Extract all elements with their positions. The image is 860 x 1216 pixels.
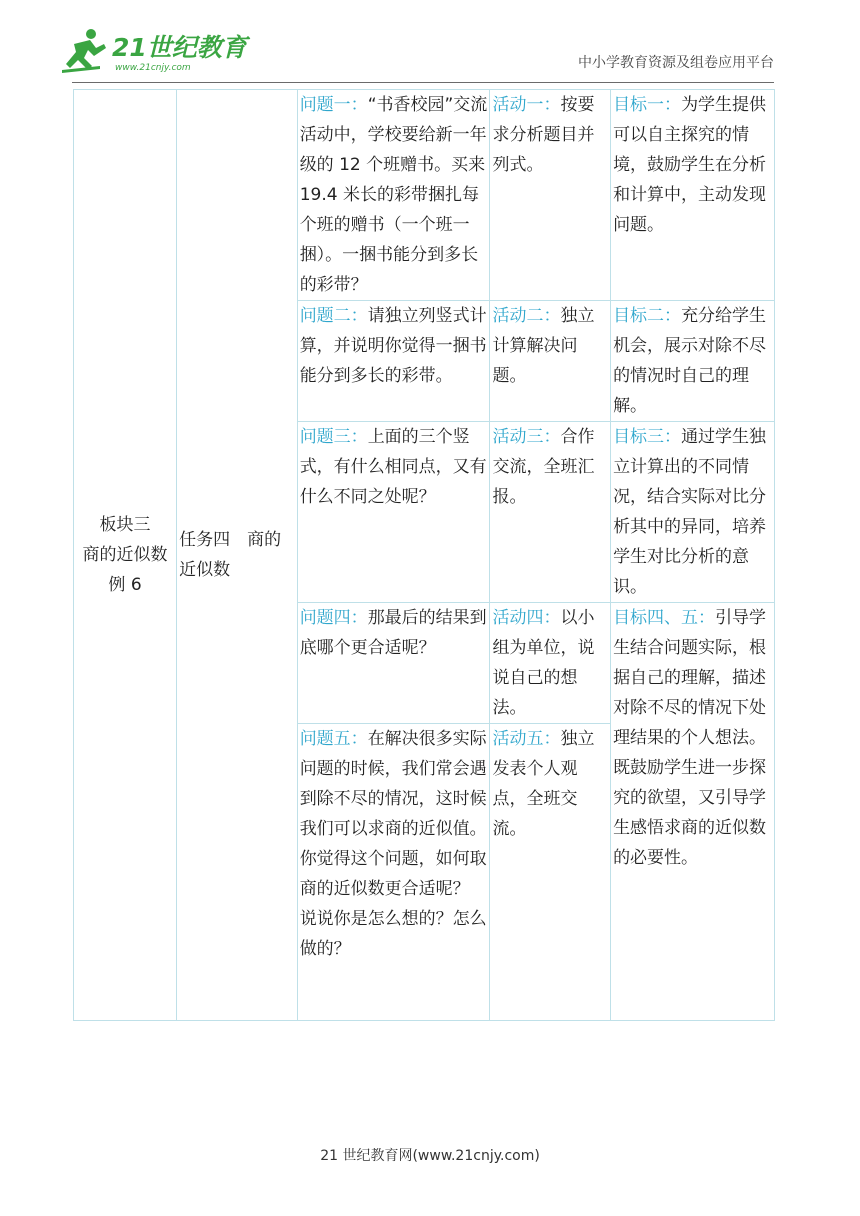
question-cell — [297, 90, 490, 301]
lesson-plan-table — [73, 89, 775, 1021]
goal-cell — [611, 90, 775, 301]
page-header — [0, 0, 860, 88]
question-label: 问题四： — [299, 608, 368, 628]
task-cell — [177, 90, 298, 1021]
module-line: 板块三 — [99, 515, 151, 535]
logo-text: 21世纪教育 — [112, 33, 247, 62]
question-text: 请独立列竖式计算，并说明你觉得一捆书能分到多长的彩带。 — [299, 306, 487, 386]
activity-label: 活动一： — [492, 95, 561, 115]
task-line: 近似数 — [179, 560, 231, 580]
activity-text: 独立发表个人观点，全班交流。 — [492, 729, 595, 839]
activity-label: 活动五： — [492, 729, 561, 749]
goal-label: 目标三： — [613, 427, 682, 447]
activity-text: 按要求分析题目并列式。 — [492, 95, 595, 175]
question-label: 问题五： — [299, 729, 368, 749]
module-cell — [74, 90, 177, 1021]
module-line: 商的近似数 — [82, 545, 168, 565]
question-label: 问题三： — [299, 427, 368, 447]
activity-cell — [490, 724, 611, 1021]
question-text-extra: 说说你是怎么想的？怎么做的？ — [299, 909, 487, 959]
activity-text: 以小组为单位，说说自己的想法。 — [492, 608, 595, 718]
goal-label: 目标四、五： — [613, 608, 716, 628]
question-text: 上面的三个竖式，有什么相同点，又有什么不同之处呢？ — [299, 427, 487, 507]
goal-text: 通过学生独立计算出的不同情况，结合实际对比分析其中的异同，培养学生对比分析的意识。 — [613, 427, 767, 597]
module-line: 例 6 — [108, 575, 142, 595]
logo-url: www.21cnjy.com — [115, 63, 191, 73]
activity-cell — [490, 422, 611, 603]
question-text-extra: 你觉得这个问题，如何取商的近似数更合适呢？ — [299, 849, 487, 899]
question-text: “书香校园”交流活动中，学校要给新一年级的 12 个班赠书。买来 19.4 米长的彩带捆扎每个班的赠书（一个班一捆）。一捆书能分到多长的彩带？ — [299, 95, 488, 295]
goal-label: 目标一： — [613, 95, 682, 115]
goal-cell — [611, 422, 775, 603]
activity-cell — [490, 603, 611, 724]
question-text: 在解决很多实际问题的时候，我们常会遇到除不尽的情况，这时候我们可以求商的近似值。 — [299, 729, 487, 839]
goal-text: 充分给学生机会，展示对除不尽的情况时自己的理解。 — [613, 306, 767, 416]
activity-cell — [490, 301, 611, 422]
question-label: 问题二： — [299, 306, 368, 326]
goal-cell — [611, 603, 775, 1021]
task-line: 任务四 商的 — [179, 530, 282, 550]
activity-label: 活动四： — [492, 608, 561, 628]
site-tagline: 中小学教育资源及组卷应用平台 — [578, 55, 774, 71]
question-cell — [297, 301, 490, 422]
table-row — [74, 90, 775, 301]
question-label: 问题一： — [299, 95, 368, 115]
activity-text: 独立计算解决问题。 — [492, 306, 595, 386]
goal-cell — [611, 301, 775, 422]
activity-label: 活动二： — [492, 306, 561, 326]
activity-text: 合作交流，全班汇报。 — [492, 427, 595, 507]
goal-text: 引导学生结合问题实际，根据自己的理解，描述对除不尽的情况下处理结果的个人想法。既鼓励学生进一步探究的欲望，又引导学生感悟求商的近似数的必要性。 — [613, 608, 767, 868]
goal-label: 目标二： — [613, 306, 682, 326]
site-logo — [60, 26, 260, 76]
question-cell — [297, 603, 490, 724]
question-cell — [297, 724, 490, 1021]
question-text: 那最后的结果到底哪个更合适呢？ — [299, 608, 487, 658]
header-divider — [72, 82, 774, 83]
page-footer: 21 世纪教育网(www.21cnjy.com) — [320, 1148, 540, 1164]
activity-cell — [490, 90, 611, 301]
goal-text: 为学生提供可以自主探究的情境，鼓励学生在分析和计算中，主动发现问题。 — [613, 95, 767, 235]
activity-label: 活动三： — [492, 427, 561, 447]
question-cell — [297, 422, 490, 603]
